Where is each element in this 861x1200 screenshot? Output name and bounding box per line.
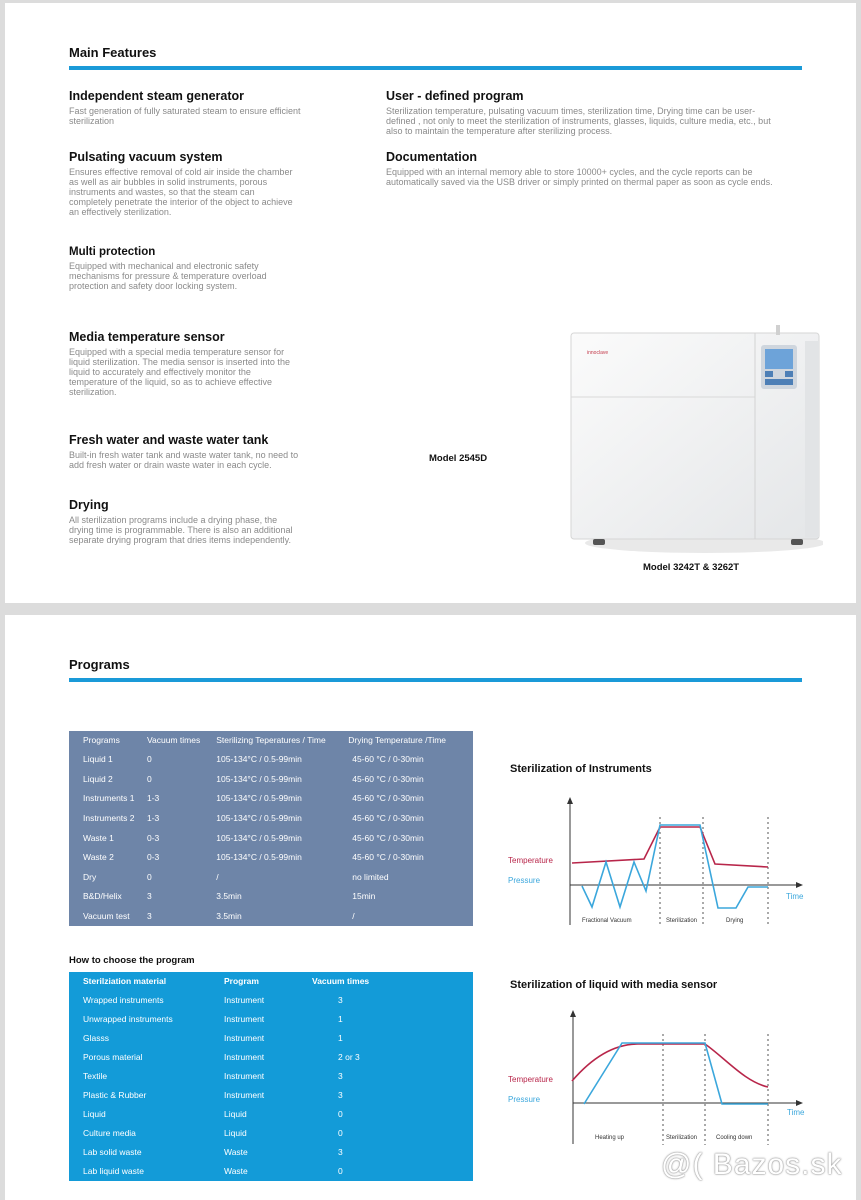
feature-text: Equipped with a special media temperature sensor for liquid sterilization. The media sensor is inserted into the liquid to accurately and effectively monitor the temperature of the liquid, so as to achieve effective sterilization.: [69, 347, 290, 397]
table-header-row: [69, 972, 473, 990]
table-row: [69, 867, 473, 887]
liquid-chart: [500, 1008, 810, 1148]
table-row: [69, 769, 473, 789]
header-cell: Sterilizing Teperatures / Time: [216, 735, 326, 746]
table-cell: Instrument: [224, 1071, 265, 1082]
table-cell: Waste: [224, 1166, 248, 1177]
feature-heading: Media temperature sensor: [69, 330, 225, 344]
table-cell: 105-134°C / 0.5-99min: [216, 773, 302, 784]
table-row: [69, 749, 473, 769]
model-2545d-label: Model 2545D: [429, 453, 488, 464]
feature-text: Sterilization temperature, pulsating vacuum times, sterilization time, Drying time can be user-defined , not only to meet the sterilization of instruments, glasses, liquids, culture media, etc., but also to maintain the temperature after sterilizing process.: [386, 106, 771, 136]
table-cell: 3: [338, 1090, 343, 1101]
y-axis-arrow: [570, 1010, 576, 1017]
table-row: [69, 1105, 473, 1124]
table-cell: 2 or 3: [338, 1051, 360, 1062]
table-cell: 0: [338, 1128, 343, 1139]
feature-heading: Drying: [69, 498, 109, 512]
table-cell: Liquid: [224, 1128, 247, 1139]
phase-label: Fractional Vacuum: [582, 918, 632, 924]
feature-heading: Pulsating vacuum system: [69, 150, 223, 164]
legend-temperature: Temperature: [508, 856, 553, 865]
table-cell: 0: [338, 1109, 343, 1120]
header-cell: Vacuum times: [312, 976, 370, 987]
table-cell: Unwrapped instruments: [83, 1013, 173, 1024]
y-axis-arrow: [567, 797, 573, 804]
table-row: [69, 828, 473, 848]
choose-program-title: How to choose the program: [69, 955, 195, 966]
feature-pulsating-vacuum: [69, 150, 294, 217]
table-cell: 105-134°C / 0.5-99min: [216, 754, 302, 764]
autoclave-machine-image: [505, 321, 823, 565]
section-divider: [69, 678, 802, 682]
legend-temperature: Temperature: [508, 1075, 553, 1084]
header-cell: Vacuum times: [147, 735, 201, 746]
table-row: [69, 990, 473, 1009]
table-cell: 1-3: [147, 793, 160, 804]
table-cell: Instrument: [224, 1013, 265, 1024]
table-cell: Culture media: [83, 1128, 136, 1139]
table-cell: Glasss: [83, 1032, 109, 1043]
table-cell: Instruments 1: [83, 793, 135, 804]
table-cell: 0: [147, 754, 152, 764]
temperature-series: [572, 827, 768, 867]
feature-heading: Documentation: [386, 150, 477, 164]
table-row: [69, 847, 473, 867]
feature-user-defined: [386, 89, 781, 136]
table-cell: 3: [338, 1071, 343, 1082]
table-row: [69, 1086, 473, 1105]
x-axis-arrow: [796, 1100, 803, 1106]
header-cell: Program: [224, 976, 259, 987]
table-cell: /: [352, 911, 355, 922]
feature-heading: Fresh water and waste water tank: [69, 433, 269, 447]
table-cell: Plastic & Rubber: [83, 1090, 147, 1101]
table-row: [69, 808, 473, 828]
table-row: [69, 1124, 473, 1143]
table-cell: 0: [147, 871, 152, 882]
programs-page: [5, 615, 856, 1200]
table-cell: /: [216, 871, 219, 882]
feature-documentation: [386, 150, 781, 187]
table-cell: 3: [338, 1147, 343, 1158]
feature-text: Fast generation of fully saturated steam to ensure efficient sterilization: [69, 106, 301, 126]
table-cell: 105-134°C / 0.5-99min: [216, 832, 302, 843]
table-cell: Waste: [224, 1147, 248, 1158]
phase-label: Drying: [726, 918, 744, 924]
table-cell: Instruments 2: [83, 812, 135, 823]
x-axis-label: Time: [786, 892, 804, 901]
table-row: [69, 1162, 473, 1181]
table-cell: Dry: [83, 871, 97, 882]
table-cell: Waste 1: [83, 832, 114, 843]
feature-text: Built-in fresh water tank and waste water tank, no need to add fresh water or drain waste water in each cycle.: [69, 450, 299, 470]
feature-drying: [69, 498, 299, 545]
instruments-chart: [500, 795, 810, 930]
header-cell: Drying Temperature /Time: [348, 735, 447, 746]
chart-title: Sterilization of Instruments: [510, 763, 652, 775]
table-cell: Lab liquid waste: [83, 1166, 144, 1177]
table-cell: B&D/Helix: [83, 891, 122, 902]
table-row: [69, 788, 473, 808]
table-row: [69, 906, 473, 926]
table-cell: 45-60 °C / 0-30min: [352, 773, 424, 784]
table-cell: Liquid: [224, 1109, 247, 1120]
table-cell: 0-3: [147, 832, 160, 843]
table-row: [69, 1143, 473, 1162]
programs-table: [69, 731, 473, 926]
table-cell: Lab solid waste: [83, 1147, 142, 1158]
table-cell: Instrument: [224, 1032, 265, 1043]
feature-text: Equipped with an internal memory able to store 10000+ cycles, and the cycle reports can be automatically saved via the USB driver or simply printed on thermal paper as soon as cycle ends.: [386, 167, 773, 187]
phase-label: Heating up: [595, 1135, 625, 1141]
table-cell: 1: [338, 1032, 343, 1043]
header-cell: Sterilziation material: [83, 976, 167, 987]
phase-label: Sterilization: [666, 1135, 698, 1141]
feature-water-tank: [69, 433, 299, 470]
feature-media-sensor: [69, 330, 294, 397]
table-cell: 0: [147, 773, 152, 784]
table-row: [69, 1028, 473, 1047]
table-cell: Instrument: [224, 1090, 265, 1101]
table-row: [69, 1009, 473, 1028]
table-cell: Instrument: [224, 994, 265, 1005]
table-cell: Liquid 1: [83, 754, 113, 764]
table-cell: Waste 2: [83, 852, 114, 863]
table-cell: 3: [147, 911, 152, 922]
table-cell: 45-60 °C / 0-30min: [352, 793, 424, 804]
table-cell: 105-134°C / 0.5-99min: [216, 812, 302, 823]
table-row: [69, 1067, 473, 1086]
table-cell: 45-60 °C / 0-30min: [352, 812, 424, 823]
table-cell: 45-60 °C / 0-30min: [352, 832, 424, 843]
table-cell: Textile: [83, 1071, 108, 1082]
table-cell: 105-134°C / 0.5-99min: [216, 852, 302, 863]
table-cell: Liquid 2: [83, 773, 113, 784]
main-features-title: Main Features: [69, 45, 157, 60]
legend-pressure: Pressure: [508, 1095, 541, 1104]
feature-steam-generator: [69, 89, 309, 126]
table-cell: 3.5min: [216, 891, 242, 902]
feature-heading: Multi protection: [69, 246, 156, 258]
table-cell: 1-3: [147, 812, 160, 823]
brand-logo: innoclave: [587, 350, 609, 356]
temperature-series: [572, 1044, 768, 1087]
programs-title: Programs: [69, 657, 130, 672]
phase-label: Cooling down: [716, 1135, 753, 1141]
table-cell: 45-60 °C / 0-30min: [352, 852, 424, 863]
table-cell: 0-3: [147, 852, 160, 863]
table-cell: 105-134°C / 0.5-99min: [216, 793, 302, 804]
main-features-page: [5, 3, 856, 603]
table-cell: 15min: [352, 891, 376, 902]
pressure-series: [582, 825, 768, 908]
table-header-row: [69, 731, 473, 749]
model-3242t-label: Model 3242T & 3262T: [643, 562, 740, 573]
table-cell: 45-60 °C / 0-30min: [352, 754, 424, 764]
table-cell: Porous material: [83, 1051, 143, 1062]
feature-text: Ensures effective removal of cold air inside the chamber as well as air bubbles in solid instruments, porous instruments and wastes, so that the steam can completely penetrate the interior of the object to achieve an effectively sterilization.: [69, 167, 293, 217]
section-divider: [69, 66, 802, 70]
phase-label: Sterilization: [666, 918, 698, 924]
table-cell: no limited: [352, 871, 389, 882]
header-cell: Programs: [83, 735, 120, 746]
table-cell: 3: [147, 891, 152, 902]
feature-multi-protection: [69, 246, 294, 291]
choose-program-table: [69, 972, 473, 1181]
table-cell: 0: [338, 1166, 343, 1177]
legend-pressure: Pressure: [508, 876, 541, 885]
x-axis-arrow: [796, 882, 803, 888]
bazos-watermark: @( Bazos.sk: [661, 1148, 843, 1181]
feature-text: Equipped with mechanical and electronic safety mechanisms for pressure & temperature overload protection and safety door locking system.: [69, 261, 267, 291]
table-cell: Vacuum test: [83, 911, 130, 922]
chart-title: Sterilization of liquid with media sensor: [510, 979, 718, 991]
table-cell: Liquid: [83, 1109, 106, 1120]
feature-text: All sterilization programs include a drying phase, the drying time is programmable. There is also an additional separate drying program that dries items independently.: [69, 515, 293, 545]
table-cell: Wrapped instruments: [83, 994, 164, 1005]
x-axis-label: Time: [787, 1108, 805, 1117]
feature-heading: Independent steam generator: [69, 89, 245, 103]
table-cell: 3.5min: [216, 911, 242, 922]
table-cell: 1: [338, 1013, 343, 1024]
feature-heading: User - defined program: [386, 89, 524, 103]
table-row: [69, 1047, 473, 1066]
table-row: [69, 887, 473, 907]
table-cell: 3: [338, 994, 343, 1005]
table-cell: Instrument: [224, 1051, 265, 1062]
